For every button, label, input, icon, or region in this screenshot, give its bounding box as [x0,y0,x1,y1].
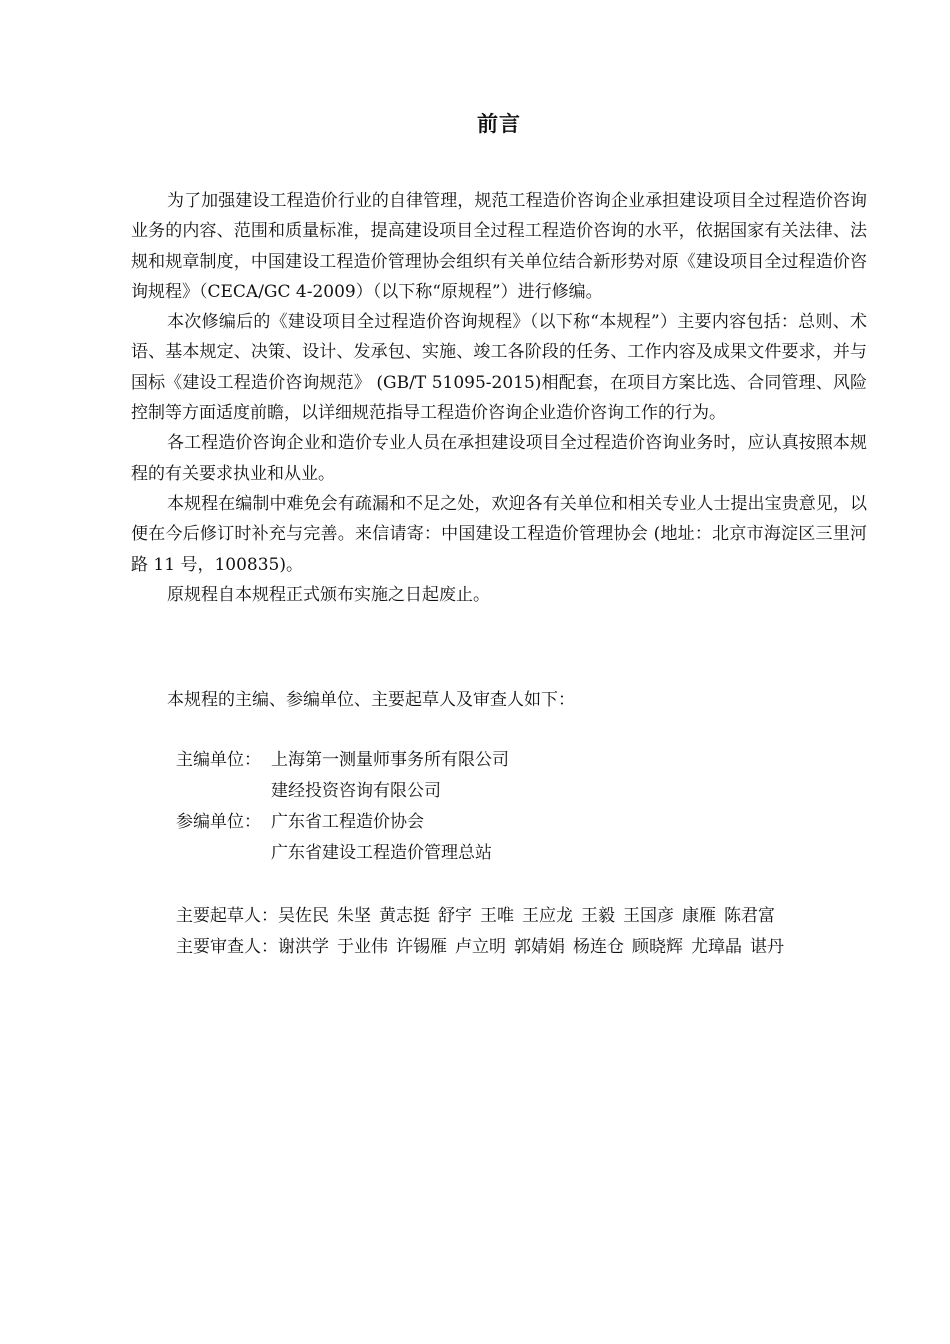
participating-unit-row [176,838,509,869]
drafters-row [176,901,792,932]
reviewer-name: 卢立明 [455,937,506,957]
reviewer-name: 谌丹 [750,937,784,957]
reviewers-row [176,932,792,963]
drafter-name: 陈君富 [724,906,775,926]
drafter-name: 康雁 [682,906,716,926]
drafter-name: 吴佐民 [278,906,329,926]
drafter-name: 朱坚 [337,906,371,926]
chief-units-label: 主编单位： [176,750,261,770]
reviewer-name: 杨连仓 [573,937,624,957]
reviewer-name: 谢洪学 [278,937,329,957]
participating-unit: 广东省工程造价协会 [271,812,424,832]
reviewer-name: 于业伟 [337,937,388,957]
contributors-intro: 本规程的主编、参编单位、主要起草人及审查人如下： [167,690,575,710]
paragraph: 本规程在编制中难免会有疏漏和不足之处，欢迎各有关单位和相关专业人士提出宝贵意见，以便在今后修订时补充与完善。来信请寄：中国建设工程造价管理协会 (地址：北京市海淀区三里河路 11 号，100835)。 [131,493,867,575]
drafters-names [278,906,783,926]
drafters-label: 主要起草人： [176,906,278,926]
chief-unit-row [176,745,509,776]
participating-unit: 广东省建设工程造价管理总站 [271,843,492,863]
reviewer-name: 郭婧娟 [514,937,565,957]
page-title: 前言 [477,111,521,136]
units-list [176,745,509,869]
reviewer-name: 顾晓辉 [632,937,683,957]
drafter-name: 舒宇 [438,906,472,926]
paragraph: 为了加强建设工程造价行业的自律管理，规范工程造价咨询企业承担建设项目全过程造价咨询业务的内容、范围和质量标准，提高建设项目全过程工程造价咨询的水平，依据国家有关法律、法规和规章制度，中国建设工程造价管理协会组织有关单位结合新形势对原《建设项目全过程造价咨询规程》（CECA/GC 4-2009）（以下称“原规程”）进行修编。 [131,191,867,302]
drafter-name: 黄志挺 [379,906,430,926]
chief-unit-row [176,776,509,807]
paragraph: 本次修编后的《建设项目全过程造价咨询规程》（以下称“本规程”）主要内容包括：总则、术语、基本规定、决策、设计、发承包、实施、竣工各阶段的任务、工作内容及成果文件要求，并与国标《建设工程造价咨询规范》 (GB/T 51095-2015)相配套，在项目方案比选、合同管理、风险控制等方面适度前瞻，以详细规范指导工程造价咨询企业造价咨询工作的行为。 [131,312,867,424]
chief-unit: 建经投资咨询有限公司 [271,781,441,801]
drafter-name: 王唯 [480,906,514,926]
reviewers-label: 主要审查人： [176,937,278,957]
drafter-name: 王国彦 [623,906,674,926]
paragraph: 各工程造价咨询企业和造价专业人员在承担建设项目全过程造价咨询业务时，应认真按照本规程的有关要求执业和从业。 [131,433,867,484]
participating-unit-row [176,807,509,838]
reviewers-names [278,937,792,957]
people-list [176,901,792,963]
preface-body [131,186,867,610]
paragraph: 原规程自本规程正式颁布实施之日起废止。 [167,584,490,605]
reviewer-name: 尤璋晶 [691,937,742,957]
participating-units-label: 参编单位： [176,812,261,832]
drafter-name: 王毅 [581,906,615,926]
reviewer-name: 许锡雁 [396,937,447,957]
chief-unit: 上海第一测量师事务所有限公司 [271,750,509,770]
drafter-name: 王应龙 [522,906,573,926]
